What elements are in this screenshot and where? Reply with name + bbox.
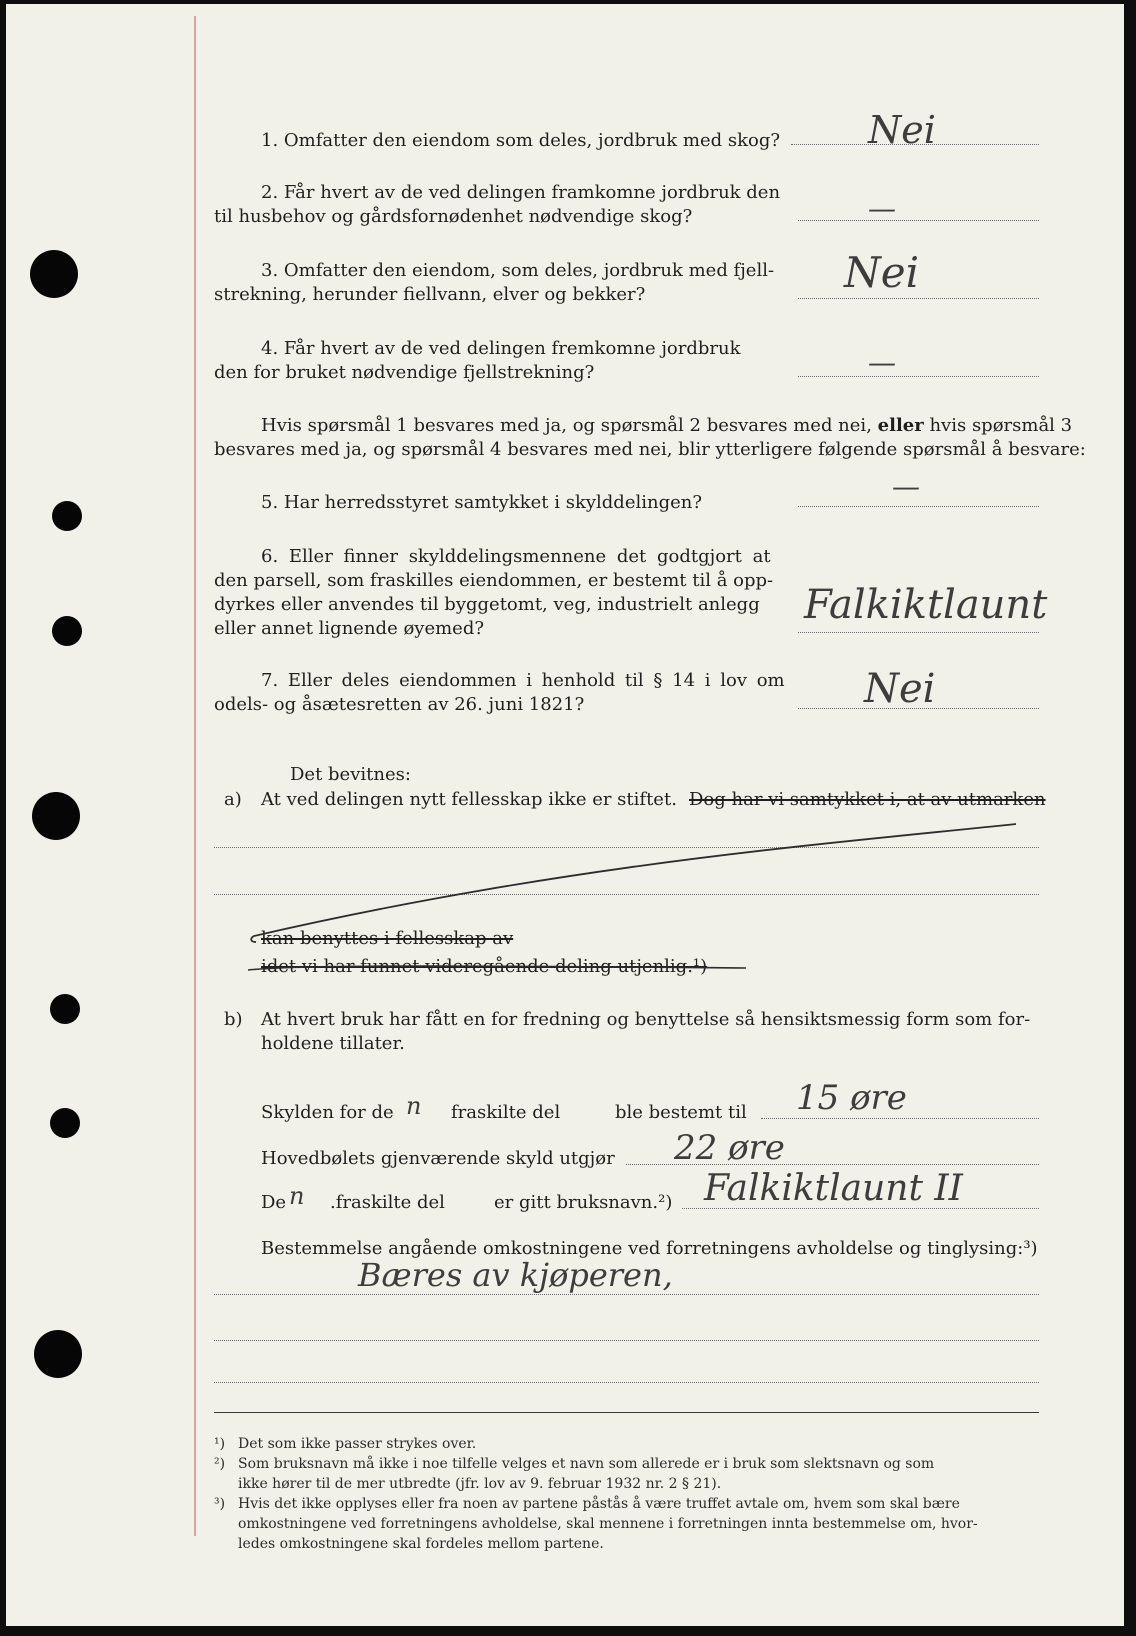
attest-a-struck-3: idet vi har funnet videregående deling utjenlig.¹) [261,956,708,977]
answer-q6: Falkiktlaunt [804,582,1048,628]
question-3-cont: strekning, herunder fiellvann, elver og bekker? [214,284,646,305]
question-2: 2. Får hvert av de ved delingen framkomne jordbruk den [261,182,781,203]
strike-stroke-marks [6,4,1124,1626]
question-6: 6. Eller finner skylddelingsmennene det godtgjort at [261,546,771,567]
bruksnavn-handwritten: n [289,1182,305,1210]
footnote-1: Det som ikke passer strykes over. [238,1436,477,1452]
footnote-2: Som bruksnavn må ikke i noe tilfelle velges et navn som allerede er i bruk som slektsnavn og som [238,1456,935,1472]
attest-b-text: At hvert bruk har fått en for fredning og benyttelse så hensiktsmessig form som for- [261,1009,1031,1030]
answer-q1: Nei [868,108,936,152]
question-7-cont: odels- og åsætesretten av 26. juni 1821? [214,694,585,715]
document-page [6,4,1124,1626]
question-7: 7. Eller deles eiendommen i henhold til § 14 i lov om [261,670,785,691]
question-4-cont: den for bruket nødvendige fjellstrekning? [214,362,595,383]
answer-q5: — [892,470,920,503]
skylden-suffix: ble bestemt til [615,1102,747,1123]
question-3: 3. Omfatter den eiendom, som deles, jordbruk med fjell- [261,260,775,281]
attest-a-struck-2: kan benyttes i fellesskap av [261,928,514,949]
footnote-3-cont2: ledes omkostningene skal fordeles mellom partene. [238,1536,604,1552]
attest-a-struck: Dog har vi samtykket i, at av utmarken [689,789,1046,810]
footnote-3: Hvis det ikke opplyses eller fra noen av partene påstås å være truffet avtale om, hvem som skal bære [238,1496,960,1512]
question-4: 4. Får hvert av de ved delingen fremkomne jordbruk [261,338,741,359]
bruksnavn-suffix: er gitt bruksnavn.²) [494,1192,673,1213]
attest-b-text-cont: holdene tillater. [261,1033,405,1054]
skylden-mid: fraskilte del [451,1102,561,1123]
footnote-1-mark: ¹) [214,1436,226,1452]
footnote-3-mark: ³) [214,1496,226,1512]
bestemmelse-label: Bestemmelse angående omkostningene ved forretningens avholdelse og tinglysing:³) [261,1238,1038,1259]
footnote-2-cont: ikke hører til de mer utbredte (jfr. lov av 9. februar 1932 nr. 2 § 21). [238,1476,722,1492]
attest-heading: Det bevitnes: [290,764,411,785]
hovedbolet-value: 22 øre [674,1128,785,1168]
footnote-2-mark: ²) [214,1456,226,1472]
skylden-handwritten: n [406,1092,422,1120]
answer-q4: — [868,346,896,379]
question-6-cont: den parsell, som fraskilles eiendommen, er bestemt til å opp- [214,570,774,591]
bruksnavn-prefix: De [261,1192,287,1213]
answer-q7: Nei [864,666,936,712]
question-2-cont: til husbehov og gårdsfornødenhet nødvendige skog? [214,206,693,227]
hovedbolet-label: Hovedbølets gjenværende skyld utgjør [261,1148,615,1169]
attest-a-text: At ved delingen nytt fellesskap ikke er stiftet. [261,789,677,810]
answer-q2: — [868,192,896,225]
bruksnavn-mid: .fraskilte del [330,1192,445,1213]
question-6-cont3: eller annet lignende øyemed? [214,618,484,639]
question-5: 5. Har herredsstyret samtykket i skylddelingen? [261,492,702,513]
question-6-cont2: dyrkes eller anvendes til byggetomt, veg, industrielt anlegg [214,594,760,615]
question-1: 1. Omfatter den eiendom som deles, jordbruk med skog? [261,130,780,151]
conditional-text: Hvis spørsmål 1 besvares med ja, og spørsmål 2 besvares med nei, eller hvis spørsmål 3 [261,415,1073,436]
skylden-value: 15 øre [796,1078,907,1118]
answer-q3: Nei [844,248,920,297]
conditional-text-cont: besvares med ja, og spørsmål 4 besvares med nei, blir ytterligere følgende spørsmål å besvare: [214,439,1086,460]
attest-a-label: a) [224,789,242,810]
footnote-3-cont: omkostningene ved forretningens avholdelse, skal mennene i forretningen innta bestemmelse om, hvor- [238,1516,978,1532]
bruksnavn-value: Falkiktlaunt II [704,1168,963,1209]
bestemmelse-value: Bæres av kjøperen, [358,1256,673,1294]
attest-b-label: b) [224,1009,243,1030]
skylden-label: Skylden for de [261,1102,394,1123]
